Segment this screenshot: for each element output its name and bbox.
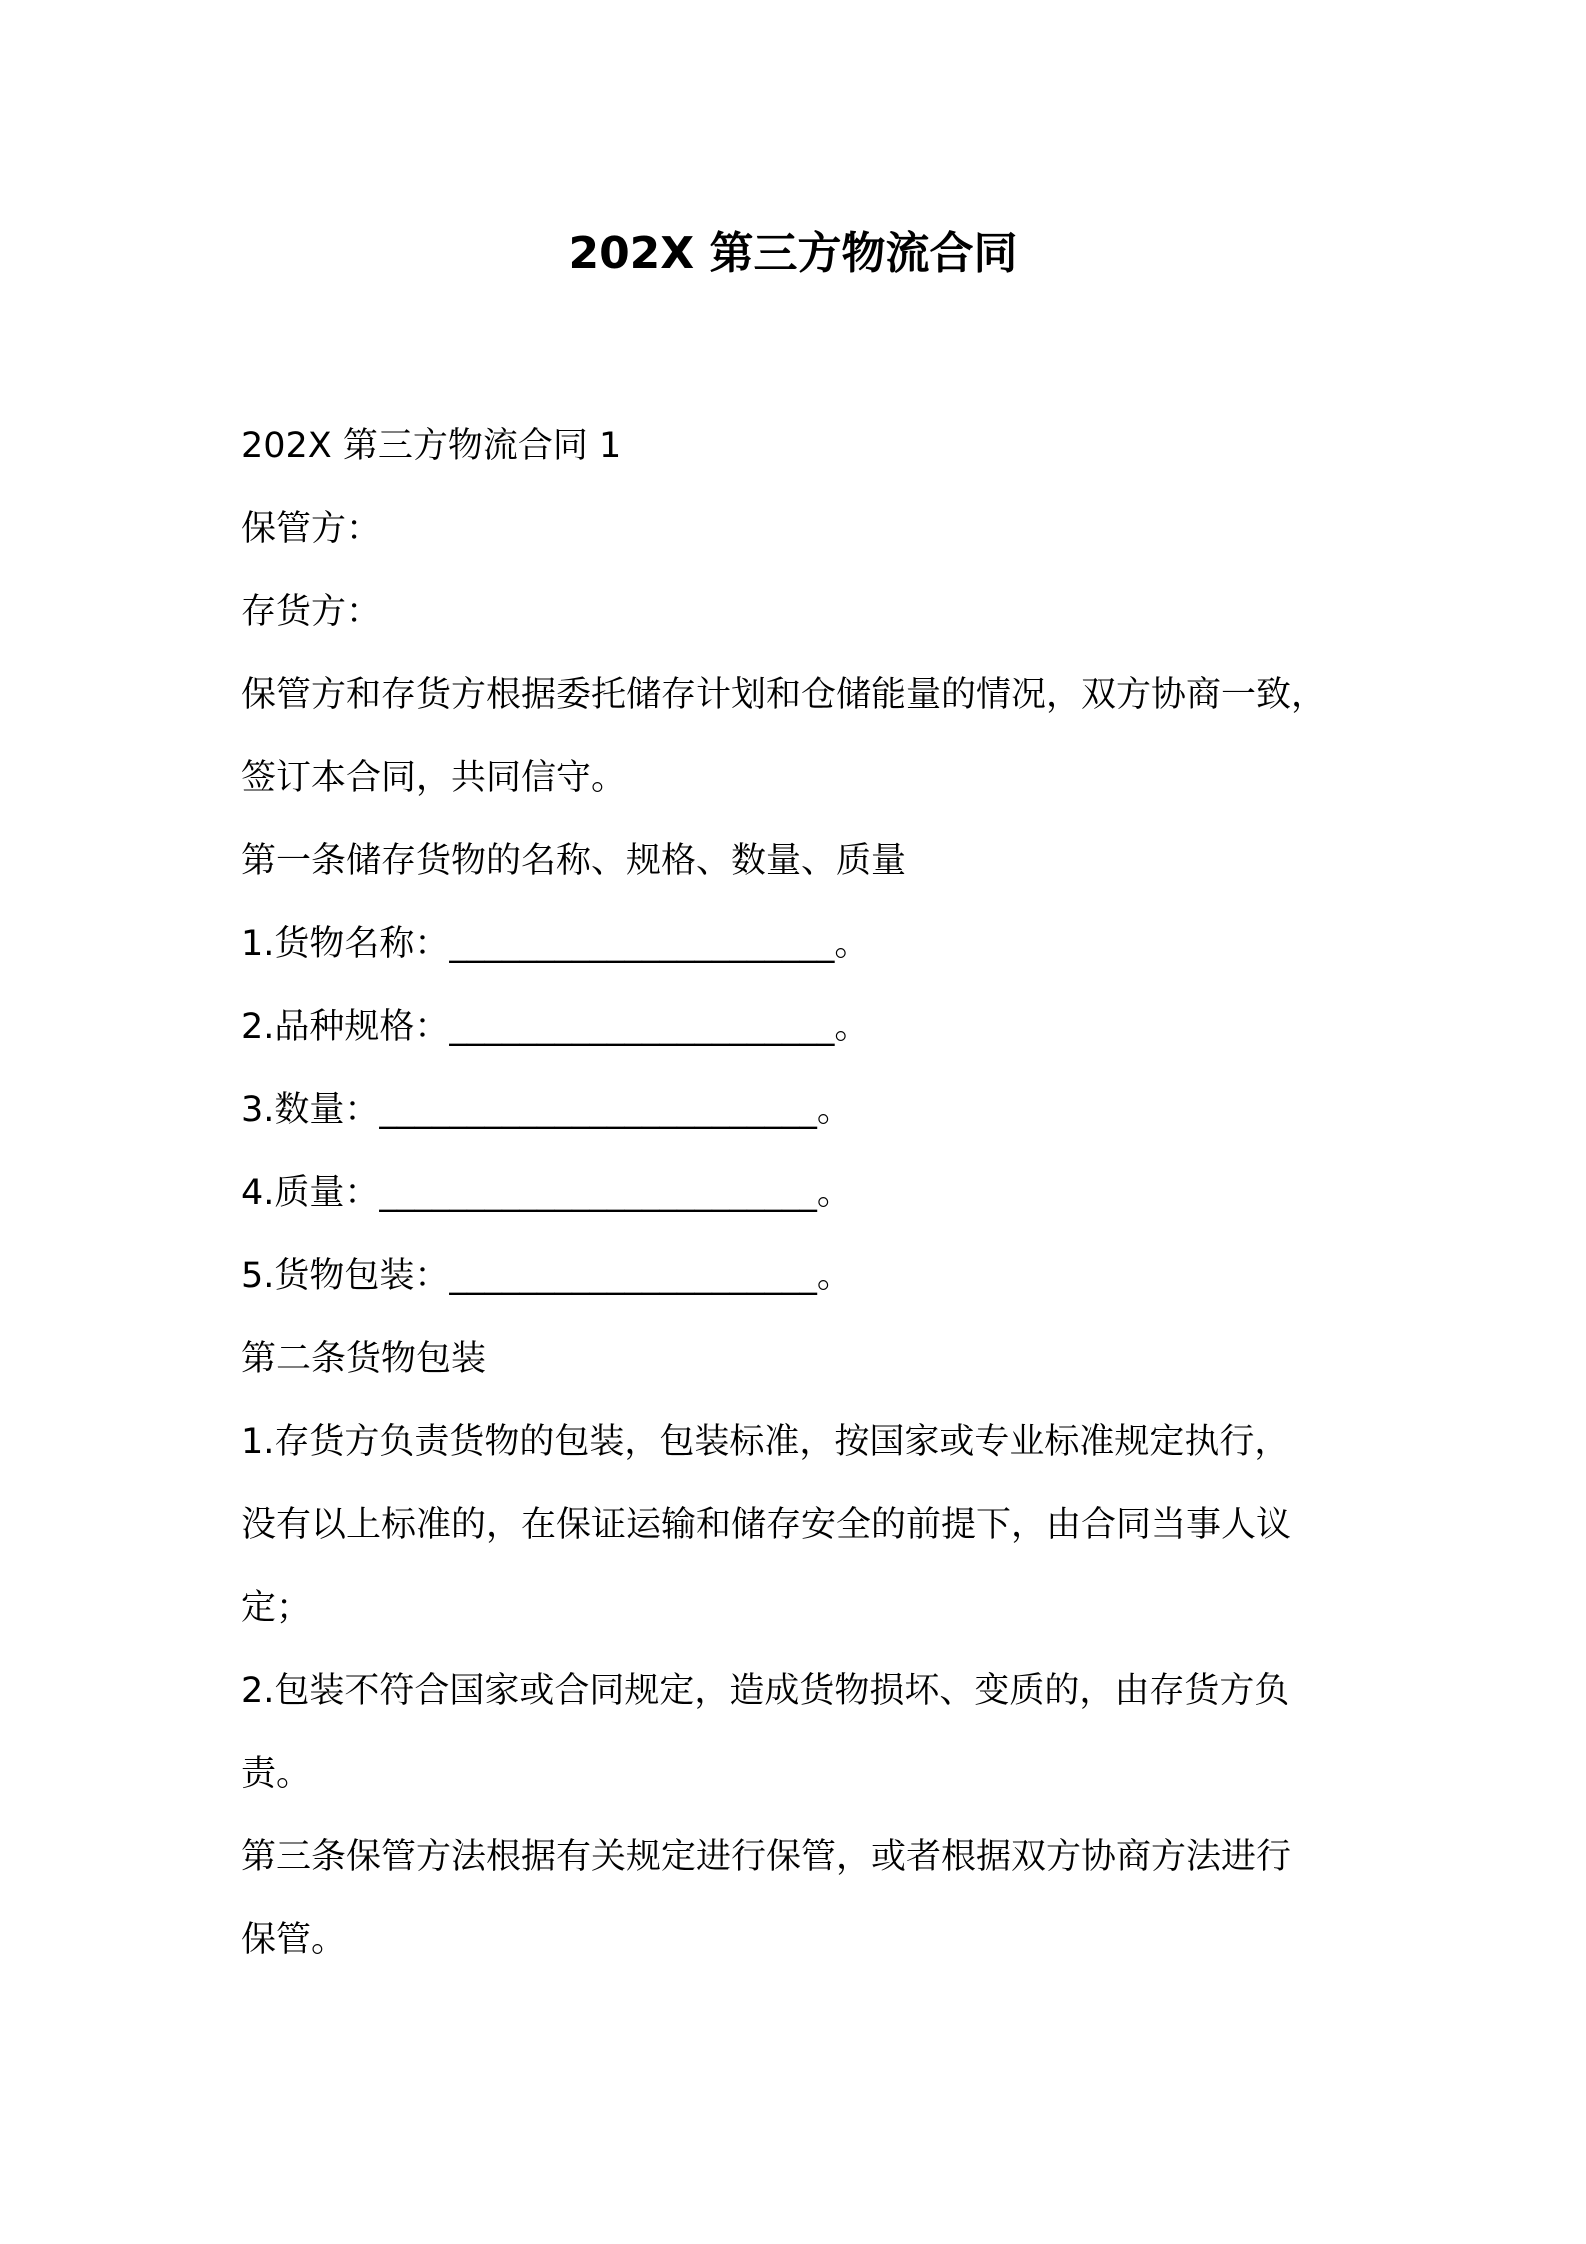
form-field-line: 4.质量：_________________________。 xyxy=(241,1173,852,1213)
form-field-line: 1.货物名称：______________________。 xyxy=(241,924,870,964)
preamble-line: 保管方和存货方根据委托储存计划和仓储能量的情况，双方协商一致， xyxy=(241,675,1327,715)
clause-line: 责。 xyxy=(241,1754,312,1794)
article-heading: 第一条储存货物的名称、规格、数量、质量 xyxy=(241,841,907,881)
form-field-line: 3.数量：_________________________。 xyxy=(241,1090,852,1130)
clause-line: 1.存货方负责货物的包装，包装标准，按国家或专业标准规定执行， xyxy=(241,1422,1290,1462)
document-title: 202X 第三方物流合同 xyxy=(568,228,1018,279)
clause-line: 2.包装不符合国家或合同规定，造成货物损坏、变质的，由存货方负 xyxy=(241,1671,1290,1711)
contract-subtitle: 202X 第三方物流合同 1 xyxy=(241,426,622,466)
form-field-line: 5.货物包装：_____________________。 xyxy=(241,1256,852,1296)
preamble-line: 签订本合同，共同信守。 xyxy=(241,758,627,798)
form-field-line: 2.品种规格：______________________。 xyxy=(241,1007,870,1047)
clause-line: 定； xyxy=(241,1588,312,1628)
clause-line: 没有以上标准的，在保证运输和储存安全的前提下，由合同当事人议 xyxy=(241,1505,1292,1545)
document-body xyxy=(241,405,1353,1982)
article-line: 保管。 xyxy=(241,1920,347,1960)
article-heading: 第二条货物包装 xyxy=(241,1339,487,1379)
depositor-party-line: 存货方： xyxy=(241,592,382,632)
custodian-party-line: 保管方： xyxy=(241,509,382,549)
article-line: 第三条保管方法根据有关规定进行保管，或者根据双方协商方法进行 xyxy=(241,1837,1292,1877)
